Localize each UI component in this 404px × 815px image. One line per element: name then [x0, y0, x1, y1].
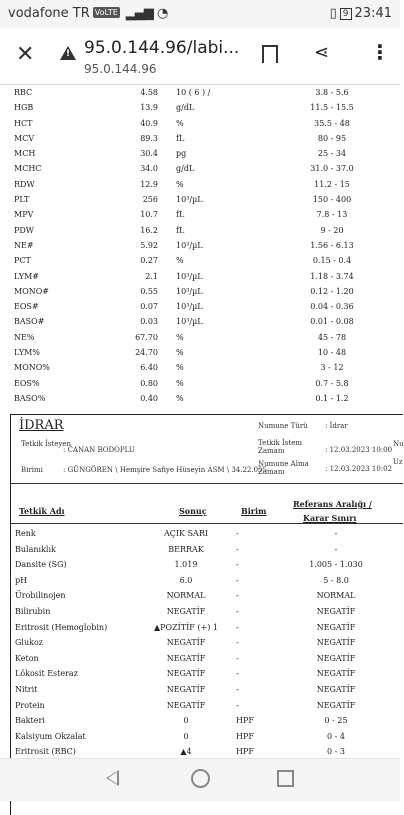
reference: 11.5 - 15.5: [310, 103, 354, 113]
unit: %: [176, 332, 184, 342]
test-name: Dansite (SG): [15, 560, 67, 570]
result: 16.2: [140, 225, 158, 235]
reference: -: [334, 544, 338, 554]
unit: fL: [176, 133, 185, 143]
result: 89.3: [140, 133, 158, 143]
urine-row: [11, 636, 403, 651]
unit: %: [176, 393, 184, 403]
unit: -: [236, 544, 239, 554]
reference: 0.04 - 0.36: [310, 302, 354, 312]
test-name: Bulanıklık: [15, 544, 56, 554]
result: 40.9: [140, 118, 158, 128]
col-tetkik-adi: Tetkik Adı: [19, 506, 65, 516]
unit: %: [176, 363, 184, 373]
reference: 0.15 - 0.4: [312, 256, 352, 266]
urine-row: [11, 652, 403, 667]
blood-row: [0, 377, 400, 392]
reference: NEGATİF: [316, 607, 356, 616]
test-name: Ürobilinojen: [15, 591, 66, 601]
result: ▲4: [180, 747, 192, 757]
result: NORMAL: [166, 591, 206, 601]
unit: HPF: [236, 716, 254, 726]
unit: -: [236, 622, 239, 632]
reference: 9 - 20: [320, 225, 344, 235]
test-name: EOS#: [14, 302, 39, 312]
home-icon[interactable]: [191, 769, 210, 788]
blood-row: [0, 270, 400, 285]
unit: -: [236, 700, 239, 710]
test-name: Bilirubin: [15, 607, 51, 616]
recents-icon[interactable]: [277, 770, 294, 787]
numune-turu-label: Numune Türü: [258, 422, 308, 430]
test-name: Lökosit Esteraz: [15, 669, 78, 679]
blood-row: [0, 178, 400, 193]
result: 30.4: [140, 149, 158, 159]
blood-row: [0, 254, 400, 269]
browser-toolbar: [0, 28, 400, 85]
test-name: HGB: [14, 103, 34, 113]
unit: 10³/µL: [176, 317, 203, 327]
test-name: HCT: [14, 118, 33, 128]
reference: 0 - 4: [327, 731, 345, 741]
unit: 10 ( 6 ) /: [176, 88, 211, 97]
test-name: LYM#: [14, 271, 39, 281]
result: 10.7: [140, 210, 158, 220]
unit: -: [236, 591, 239, 601]
divider: [11, 483, 403, 484]
status-bar: [0, 0, 400, 28]
unit: %: [176, 256, 184, 266]
result: 4.58: [140, 88, 158, 97]
unit: -: [236, 560, 239, 570]
blood-row: [0, 224, 400, 239]
unit: pg: [176, 149, 187, 159]
reference: NEGATİF: [316, 622, 356, 632]
test-name: MONO%: [14, 363, 50, 373]
result: 13.9: [140, 103, 158, 113]
result: BERRAK: [168, 544, 204, 554]
reference: 45 - 78: [317, 332, 347, 342]
test-name: PLT: [14, 195, 30, 205]
numune-alma-label: Numune Alma Zamanı: [258, 460, 309, 476]
blood-row: [0, 86, 400, 101]
unit: 10³/µL: [176, 240, 203, 250]
numune-turu-value: : İdrar: [325, 422, 348, 430]
test-name: Protein: [15, 700, 45, 710]
test-name: Eritrosit (RBC): [15, 747, 76, 757]
reference: 10 - 48: [317, 348, 347, 358]
test-name: pH: [15, 575, 28, 585]
result: NEGATİF: [166, 669, 206, 679]
test-name: BASO#: [14, 317, 45, 327]
urine-row: [11, 714, 403, 729]
result: 0.03: [140, 317, 158, 327]
test-name: NE#: [14, 240, 34, 250]
test-name: Kalsiyum Okzalat: [15, 731, 86, 741]
test-name: MCHC: [14, 164, 42, 174]
blood-row: [0, 392, 400, 407]
reference: 3.8 - 5.6: [315, 88, 349, 97]
reference: 7.8 - 13: [316, 210, 348, 220]
unit: HPF: [236, 747, 254, 757]
birimi-value: : GÜNGÖREN \ Hemşire Safiye Hüseyin ASM \ 34.22.055: [63, 466, 267, 474]
report-content[interactable]: [0, 86, 404, 758]
test-name: RBC: [14, 88, 33, 97]
unit: -: [236, 607, 239, 616]
urine-row: [11, 683, 403, 698]
col-sonuc: Sonuç: [179, 506, 207, 516]
signal-icon: ▂▄▆: [125, 6, 153, 21]
unit: -: [236, 575, 239, 585]
test-name: EOS%: [14, 378, 40, 388]
reference: NEGATİF: [316, 638, 356, 648]
tetkik-istem-value: : 12.03.2023 10:00: [325, 446, 393, 454]
clock: 23:41: [354, 6, 392, 21]
result: 67.70: [135, 332, 158, 342]
blood-row: [0, 101, 400, 116]
unit: 10³/µL: [176, 286, 203, 296]
unit: 10³/µL: [176, 302, 203, 312]
blood-row: [0, 132, 400, 147]
urine-row: [11, 667, 403, 682]
result: 12.9: [140, 179, 158, 189]
test-name: MPV: [14, 210, 34, 220]
reference: 150 - 400: [312, 195, 352, 205]
more-menu-icon[interactable]: ⋮: [370, 40, 390, 64]
blood-row: [0, 285, 400, 300]
reference: 80 - 95: [317, 133, 347, 143]
volte-badge: VoLTE: [94, 8, 118, 17]
back-icon[interactable]: [106, 770, 119, 786]
reference: 0.12 - 1.20: [310, 286, 354, 296]
result: 5.92: [140, 240, 158, 250]
test-name: MCH: [14, 149, 36, 159]
reference: 1.005 - 1.030: [309, 560, 363, 570]
result: 0.80: [140, 378, 158, 388]
result: 6.0: [179, 575, 193, 585]
test-name: Glukoz: [15, 638, 43, 648]
blood-row: [0, 361, 400, 376]
urine-row: [11, 605, 403, 620]
unit: %: [176, 378, 184, 388]
reference: 0.7 - 5.8: [315, 378, 349, 388]
reference: 0.1 - 1.2: [315, 393, 349, 403]
reference: 5 - 8.0: [323, 575, 349, 585]
result: 0.40: [140, 393, 158, 403]
close-icon[interactable]: ✕: [16, 42, 35, 67]
urine-row: [11, 699, 403, 714]
blood-row: [0, 193, 400, 208]
test-name: Nitrit: [15, 685, 38, 694]
reference: 0 - 25: [324, 716, 348, 726]
urine-row: [11, 558, 403, 573]
col-birim: Birim: [241, 506, 267, 516]
blood-row: [0, 315, 400, 330]
urine-row: [11, 589, 403, 604]
result: 6.40: [140, 363, 158, 373]
test-name: Eritrosit (Hemoglobin): [15, 622, 108, 632]
unit: 10³/µL: [176, 271, 203, 281]
result: 1.019: [174, 560, 198, 570]
battery-icon: 9: [340, 8, 352, 20]
idrar-section: [10, 414, 403, 815]
result: 0: [183, 716, 189, 726]
urine-row: [11, 527, 403, 542]
result: NEGATİF: [166, 700, 206, 710]
blood-row: [0, 300, 400, 315]
reference: 1.18 - 3.74: [310, 271, 354, 281]
reference: 0.01 - 0.08: [310, 317, 354, 327]
unit: 10³/µL: [176, 195, 203, 205]
urine-row: [11, 543, 403, 558]
result: 0.55: [140, 286, 158, 296]
reference: NEGATİF: [316, 685, 356, 694]
result: NEGATİF: [166, 638, 206, 648]
result: 0: [183, 731, 189, 741]
tetkik-istem-label: Tetkik İstem Zamanı: [258, 439, 302, 455]
blood-row: [0, 147, 400, 162]
urine-row: [11, 621, 403, 636]
share-icon[interactable]: ⋖: [314, 42, 330, 63]
result: 0.27: [140, 256, 158, 266]
birimi-label: Birimi: [21, 466, 43, 474]
reference: 35.5 - 48: [314, 118, 350, 128]
col-karar-siniri: Karar Sınırı: [303, 513, 357, 523]
unit: %: [176, 348, 184, 358]
unit: -: [236, 529, 239, 538]
test-name: RDW: [14, 179, 35, 189]
page-title[interactable]: 95.0.144.96/labi...: [84, 38, 240, 58]
unit: -: [236, 685, 239, 694]
unit: -: [236, 638, 239, 648]
test-name: Keton: [15, 653, 39, 663]
result: 0.07: [140, 302, 158, 312]
unit: -: [236, 669, 239, 679]
result: NEGATİF: [166, 685, 206, 694]
unit: %: [176, 179, 184, 189]
wifi-icon: ◔: [156, 6, 169, 21]
blood-row: [0, 331, 400, 346]
idrar-title: İDRAR: [19, 418, 64, 433]
tetkik-isteyen-value: : CANAN RODOPLU: [63, 446, 135, 454]
reference: 1.56 - 6.13: [310, 240, 354, 250]
result: ▲POZİTİF (+) 1: [154, 622, 218, 632]
test-name: BASO%: [14, 393, 46, 403]
blood-row: [0, 208, 400, 223]
cut-label-2: Uz: [393, 458, 403, 466]
divider: [11, 523, 403, 524]
result: 2.1: [145, 271, 158, 281]
unit: %: [176, 118, 184, 128]
result: 34.0: [140, 164, 158, 174]
result: 256: [142, 195, 158, 205]
blood-results-table: [0, 86, 400, 407]
reference: 11.2 - 15: [314, 179, 350, 189]
reference: NEGATİF: [316, 653, 356, 663]
tetkik-isteyen-label: Tetkik İsteyen: [21, 440, 71, 448]
result: NEGATİF: [166, 607, 206, 616]
col-referans: Referans Aralığı /: [293, 499, 372, 509]
blood-row: [0, 346, 400, 361]
result: NEGATİF: [166, 653, 206, 663]
status-right: [330, 6, 392, 21]
reference: NORMAL: [316, 591, 356, 601]
reference: 0 - 3: [327, 747, 345, 757]
result: AÇIK SARI: [163, 529, 209, 538]
test-name: PDW: [14, 225, 35, 235]
reference: -: [334, 529, 338, 538]
numune-alma-value: : 12.03.2023 10:02: [325, 465, 393, 473]
unit: g/dL: [176, 103, 195, 113]
blood-row: [0, 162, 400, 177]
blood-row: [0, 239, 400, 254]
urine-row: [11, 730, 403, 745]
test-name: Bakteri: [15, 716, 45, 726]
test-name: Renk: [15, 529, 36, 538]
reference: 3 - 12: [320, 363, 344, 373]
bookmark-icon[interactable]: [262, 45, 278, 63]
vibrate-icon: ▯: [329, 6, 337, 21]
test-name: MCV: [14, 133, 35, 143]
unit: HPF: [236, 731, 254, 741]
unit: -: [236, 653, 239, 663]
reference: 31.0 - 37.0: [310, 164, 354, 174]
result: 24.70: [135, 348, 158, 358]
unit: fL: [176, 210, 185, 220]
android-nav-bar: [0, 758, 400, 801]
test-name: LYM%: [14, 348, 40, 358]
warning-icon[interactable]: !: [60, 46, 76, 60]
test-name: MONO#: [14, 286, 50, 296]
blood-row: [0, 117, 400, 132]
reference: NEGATİF: [316, 669, 356, 679]
test-name: PCT: [14, 256, 31, 266]
page-host: 95.0.144.96: [84, 62, 157, 76]
reference: NEGATİF: [316, 700, 356, 710]
reference: 25 - 34: [317, 149, 347, 159]
carrier-label: vodafone TR VoLTE ▂▄▆ ◔: [8, 6, 169, 21]
unit: g/dL: [176, 164, 195, 174]
test-name: NE%: [14, 332, 35, 342]
urine-row: [11, 574, 403, 589]
unit: fL: [176, 225, 185, 235]
cut-label-1: Nu: [393, 440, 404, 448]
